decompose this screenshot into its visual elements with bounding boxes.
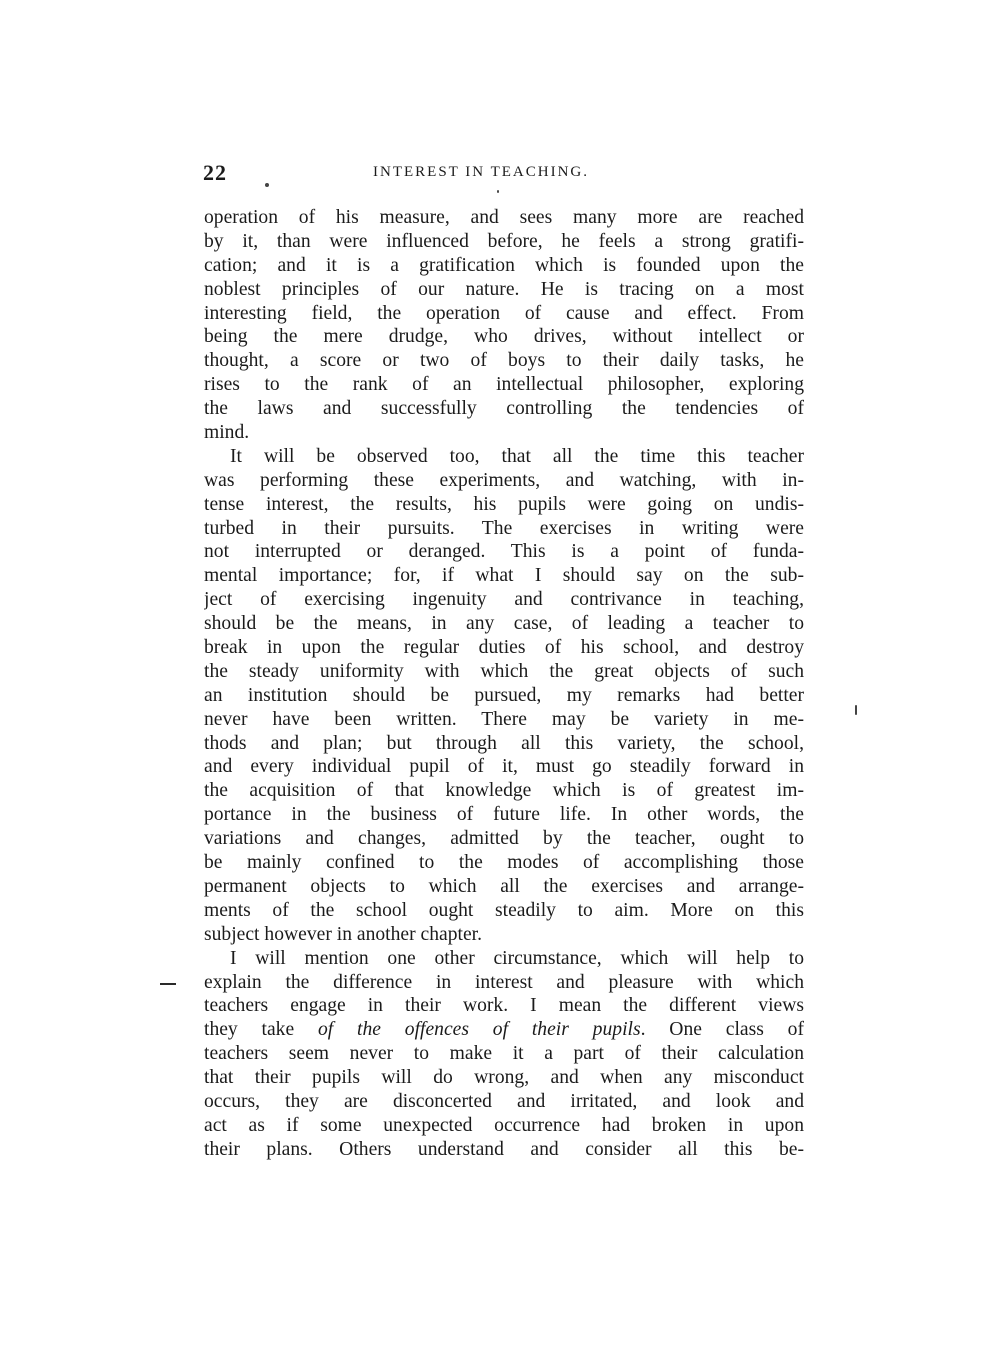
text-line: tense interest, the results, his pupils were going on undis- [204,493,804,515]
text-line: variations and changes, admitted by the teacher, ought to [204,828,804,850]
text-line: subject however in another chapter. [204,923,483,945]
text-line: occurs, they are disconcerted and irritated, and look and [204,1090,804,1112]
margin-dash-mark [160,983,176,985]
text-line: act as if some unexpected occurrence had broken in upon [204,1114,804,1136]
text-line: that their pupils will do wrong, and when any misconduct [204,1067,804,1089]
text-line: be mainly confined to the modes of accomplishing those [204,852,804,874]
page-number: 22 [203,160,227,185]
text-line: teachers engage in their work. I mean the different views [204,995,804,1017]
running-head: INTEREST IN TEACHING. [373,164,590,180]
text-line: by it, than were influenced before, he feels a strong gratifi- [204,230,804,252]
text-line: the laws and successfully controlling the tendencies of [204,398,804,420]
text-line: ject of exercising ingenuity and contrivance in teaching, [204,589,804,611]
text-line: the steady uniformity with which the great objects of such [204,660,804,682]
text-line: break in upon the regular duties of his school, and destroy [204,637,804,659]
text-line: was performing these experiments, and watching, with in- [204,469,804,491]
text-line: interesting field, the operation of cause and effect. From [204,302,804,324]
text-line: should be the means, in any case, of leading a teacher to [204,613,804,635]
text-line-with-italic [204,1018,804,1042]
text-line: and every individual pupil of it, must go steadily forward in [204,756,804,778]
paragraph-first-line: It will be observed too, that all the time this teacher [230,445,804,467]
text-line: never have been written. There may be variety in me- [204,708,804,730]
text-line: noblest principles of our nature. He is tracing on a most [204,278,804,300]
text-line: an institution should be pursued, my remarks had better [204,684,804,706]
text-line: turbed in their pursuits. The exercises in writing were [204,517,804,539]
text-line: cation; and it is a gratification which is founded upon the [204,254,804,276]
page-header [203,160,803,190]
text-line: the acquisition of that knowledge which is of greatest im- [204,780,804,802]
ink-speck [855,705,857,715]
text-line: thods and plan; but through all this variety, the school, [204,732,804,754]
text-line: thought, a score or two of boys to their daily tasks, he [204,350,804,372]
ink-speck [497,190,499,193]
line-text-before-italic: they take [204,1019,318,1041]
text-line: permanent objects to which all the exercises and arrange- [204,875,804,897]
paragraph-first-line: I will mention one other circumstance, which will help to [230,947,804,969]
text-line: mental importance; for, if what I should say on the sub- [204,565,804,587]
text-line: not interrupted or deranged. This is a point of funda- [204,541,804,563]
text-line: ments of the school ought steadily to aim. More on this [204,899,804,921]
text-line: teachers seem never to make it a part of their calculation [204,1043,804,1065]
body-text [204,206,804,1162]
text-line: explain the difference in interest and pleasure with which [204,971,804,993]
text-line: rises to the rank of an intellectual philosopher, exploring [204,374,804,396]
ink-speck [265,183,269,187]
line-text-after-italic: . One class of [640,1019,804,1041]
italic-phrase: of the offences of their pupils [318,1019,641,1041]
text-line: operation of his measure, and sees many more are reached [204,207,804,228]
text-line: portance in the business of future life. In other words, the [204,804,804,826]
text-line: being the mere drudge, who drives, without intellect or [204,326,804,348]
text-line: mind. [204,422,250,444]
text-line: their plans. Others understand and consider all this be- [204,1138,804,1160]
